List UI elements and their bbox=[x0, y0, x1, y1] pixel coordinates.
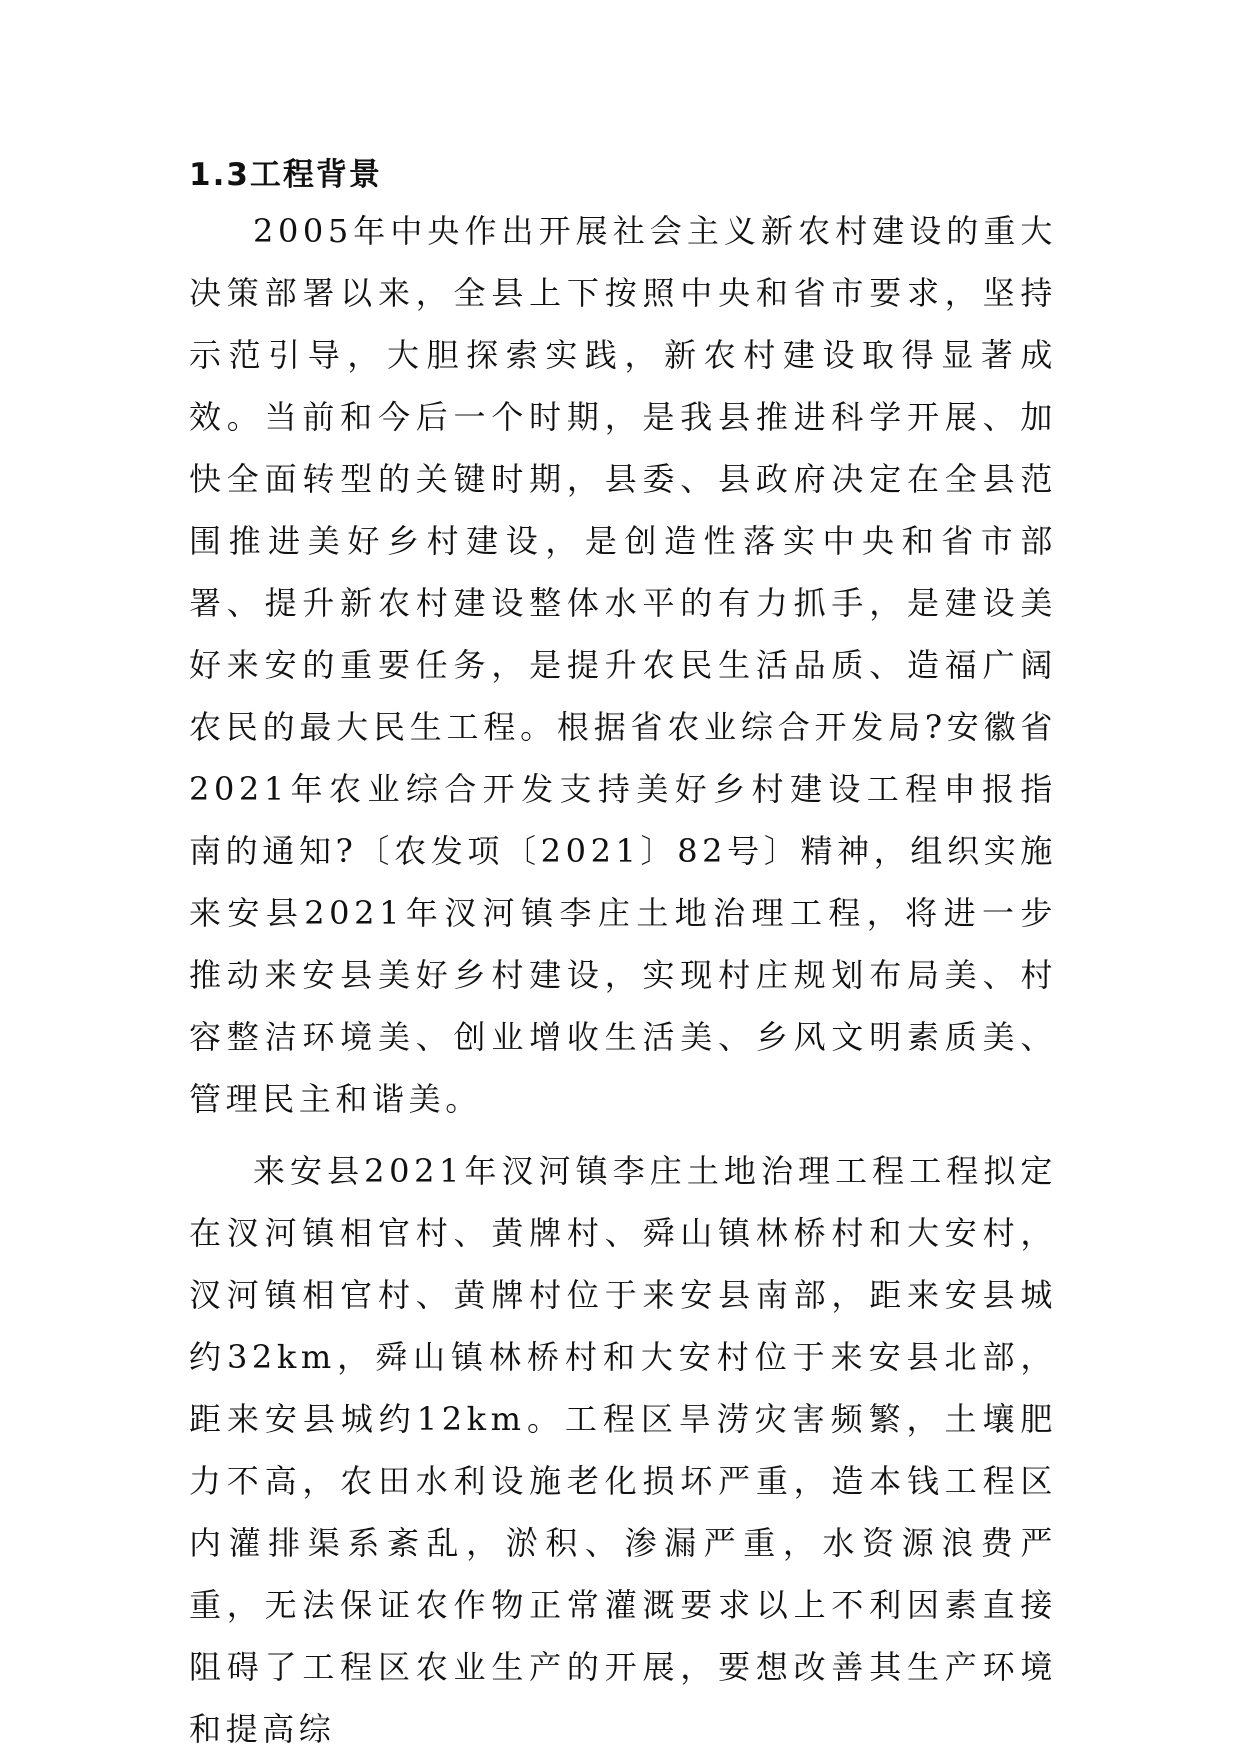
section-heading: 1.3工程背景 bbox=[189, 157, 382, 193]
paragraph-background: 2005年中央作出开展社会主义新农村建设的重大决策部署以来，全县上下按照中央和省市要求，坚持示范引导，大胆探索实践，新农村建设取得显著成效。当前和今后一个时期，是我县推进科学开展、加快全面转型的关键时期，县委、县政府决定在全县范围推进美好乡村建设，是创造性落实中央和省市部署、提升新农村建设整体水平的有力抓手，是建设美好来安的重要任务，是提升农民生活品质、造福广阔农民的最大民生工程。根据省农业综合开发局?安徽省2021年农业综合开发支持美好乡村建设工程申报指南的通知?〔农发项〔2021〕82号〕精神，组织实施来安县2021年汊河镇李庄土地治理工程，将进一步推动来安县美好乡村建设，实现村庄规划布局美、村容整洁环境美、创业增收生活美、乡风文明素质美、管理民主和谐美。 bbox=[189, 212, 1057, 1118]
document-body bbox=[189, 150, 1057, 1760]
paragraph-project-location: 来安县2021年汊河镇李庄土地治理工程工程拟定在汊河镇相官村、黄牌村、舜山镇林桥村和大安村，汊河镇相官村、黄牌村位于来安县南部，距来安县城约32km，舜山镇林桥村和大安村位于来安县北部，距来安县城约12km。工程区旱涝灾害频繁，土壤肥力不高，农田水利设施老化损坏严重，造本钱工程区内灌排渠系紊乱，淤积、渗漏严重，水资源浪费严重，无法保证农作物正常灌溉要求以上不利因素直接阻碍了工程区农业生产的开展，要想改善其生产环境和提高综 bbox=[189, 1152, 1057, 1748]
